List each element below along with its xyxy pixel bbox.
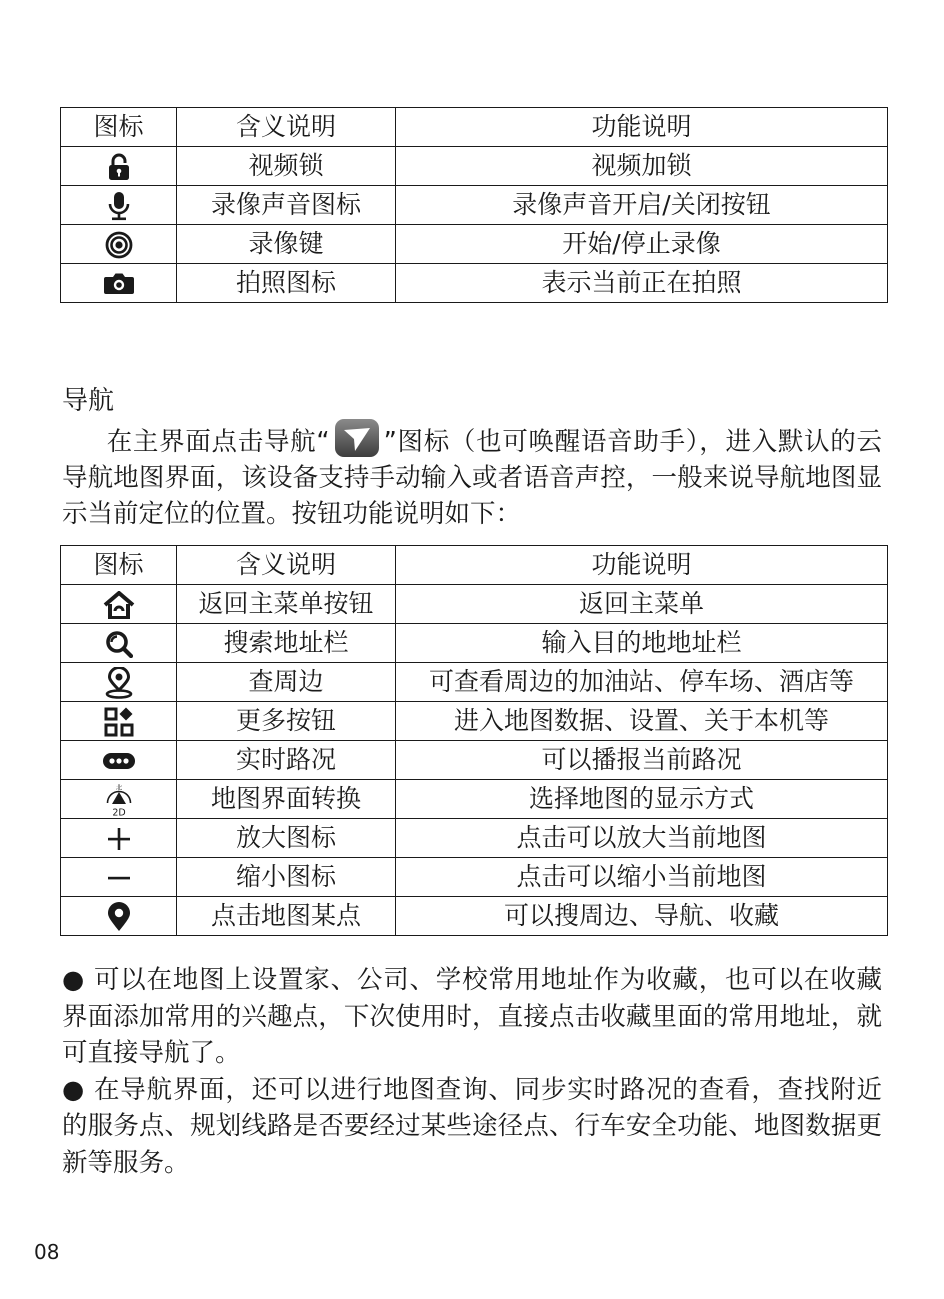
- section-heading-navigation: 导航: [62, 386, 115, 416]
- function-cell: 表示当前正在拍照: [396, 264, 888, 303]
- meaning-cell: 返回主菜单按钮: [177, 585, 396, 624]
- function-cell: 可查看周边的加油站、停车场、酒店等: [396, 663, 888, 702]
- more-apps-icon: [104, 707, 134, 737]
- search-icon: [105, 630, 133, 658]
- bullet-item-navigation-services: ● 在导航界面，还可以进行地图查询、同步实时路况的查看，查找附近的服务点、规划线路是否要经过某些途径点、行车安全功能、地图数据更新等服务。: [62, 1074, 882, 1178]
- map-view-2d-icon: [103, 783, 135, 817]
- plus-icon: [107, 827, 131, 851]
- meaning-cell: 缩小图标: [177, 858, 396, 897]
- table-row: [61, 186, 888, 225]
- function-cell: 开始/停止录像: [396, 225, 888, 264]
- function-cell: 返回主菜单: [396, 585, 888, 624]
- view-mode-label: 2D: [111, 807, 126, 817]
- table-row: [61, 780, 888, 819]
- header-icon: 图标: [61, 108, 177, 147]
- table-row: [61, 624, 888, 663]
- meaning-cell: 地图界面转换: [177, 780, 396, 819]
- table-row: [61, 858, 888, 897]
- home-icon: [103, 591, 135, 619]
- table-row: [61, 147, 888, 186]
- navigation-app-icon: [334, 418, 380, 458]
- function-cell: 视频加锁: [396, 147, 888, 186]
- page-number: 08: [34, 1240, 60, 1264]
- meaning-cell: 搜索地址栏: [177, 624, 396, 663]
- icon-table-navigation: [60, 545, 888, 936]
- table-row: [61, 897, 888, 936]
- table-header-row: [61, 546, 888, 585]
- table-row: [61, 663, 888, 702]
- function-cell: 点击可以放大当前地图: [396, 819, 888, 858]
- function-cell: 选择地图的显示方式: [396, 780, 888, 819]
- meaning-cell: 视频锁: [177, 147, 396, 186]
- navigation-intro-paragraph: [62, 418, 882, 532]
- table-row: [61, 741, 888, 780]
- icon-table-recording: [60, 107, 888, 303]
- function-cell: 进入地图数据、设置、关于本机等: [396, 702, 888, 741]
- function-cell: 可以播报当前路况: [396, 741, 888, 780]
- table-row: [61, 702, 888, 741]
- compass-north-label: 北: [115, 783, 122, 792]
- bullet-item-favorites: ● 可以在地图上设置家、公司、学校常用地址作为收藏，也可以在收藏界面添加常用的兴趣点，下次使用时，直接点击收藏里面的常用地址，就可直接导航了。: [62, 965, 882, 1068]
- header-function: 功能说明: [396, 546, 888, 585]
- header-function: 功能说明: [396, 108, 888, 147]
- nearby-location-icon: [105, 667, 133, 699]
- meaning-cell: 点击地图某点: [177, 897, 396, 936]
- record-icon: [105, 231, 133, 259]
- bullet-list: [62, 962, 882, 1181]
- meaning-cell: 放大图标: [177, 819, 396, 858]
- meaning-cell: 更多按钮: [177, 702, 396, 741]
- intro-text-1: 在主界面点击导航“: [106, 427, 330, 457]
- meaning-cell: 实时路况: [177, 741, 396, 780]
- table-row: [61, 225, 888, 264]
- table-header-row: [61, 108, 888, 147]
- table-row: [61, 819, 888, 858]
- header-meaning: 含义说明: [177, 108, 396, 147]
- camera-icon: [103, 272, 135, 296]
- function-cell: 点击可以缩小当前地图: [396, 858, 888, 897]
- microphone-icon: [108, 191, 130, 221]
- lock-icon: [108, 153, 130, 181]
- intro-text-2: ”图标（也可唤醒语音助手），进入默认的云导航地图界面，该设备支持手动输入或者语音声控，一般来说导航地图显示当前定位的位置。按钮功能说明如下：: [62, 427, 882, 529]
- meaning-cell: 查周边: [177, 663, 396, 702]
- header-meaning: 含义说明: [177, 546, 396, 585]
- table-row: [61, 264, 888, 303]
- table-row: [61, 585, 888, 624]
- meaning-cell: 录像声音图标: [177, 186, 396, 225]
- function-cell: 录像声音开启/关闭按钮: [396, 186, 888, 225]
- minus-icon: [107, 866, 131, 890]
- meaning-cell: 拍照图标: [177, 264, 396, 303]
- meaning-cell: 录像键: [177, 225, 396, 264]
- function-cell: 可以搜周边、导航、收藏: [396, 897, 888, 936]
- header-icon: 图标: [61, 546, 177, 585]
- map-pin-icon: [107, 902, 131, 932]
- function-cell: 输入目的地地址栏: [396, 624, 888, 663]
- traffic-icon: [102, 752, 136, 770]
